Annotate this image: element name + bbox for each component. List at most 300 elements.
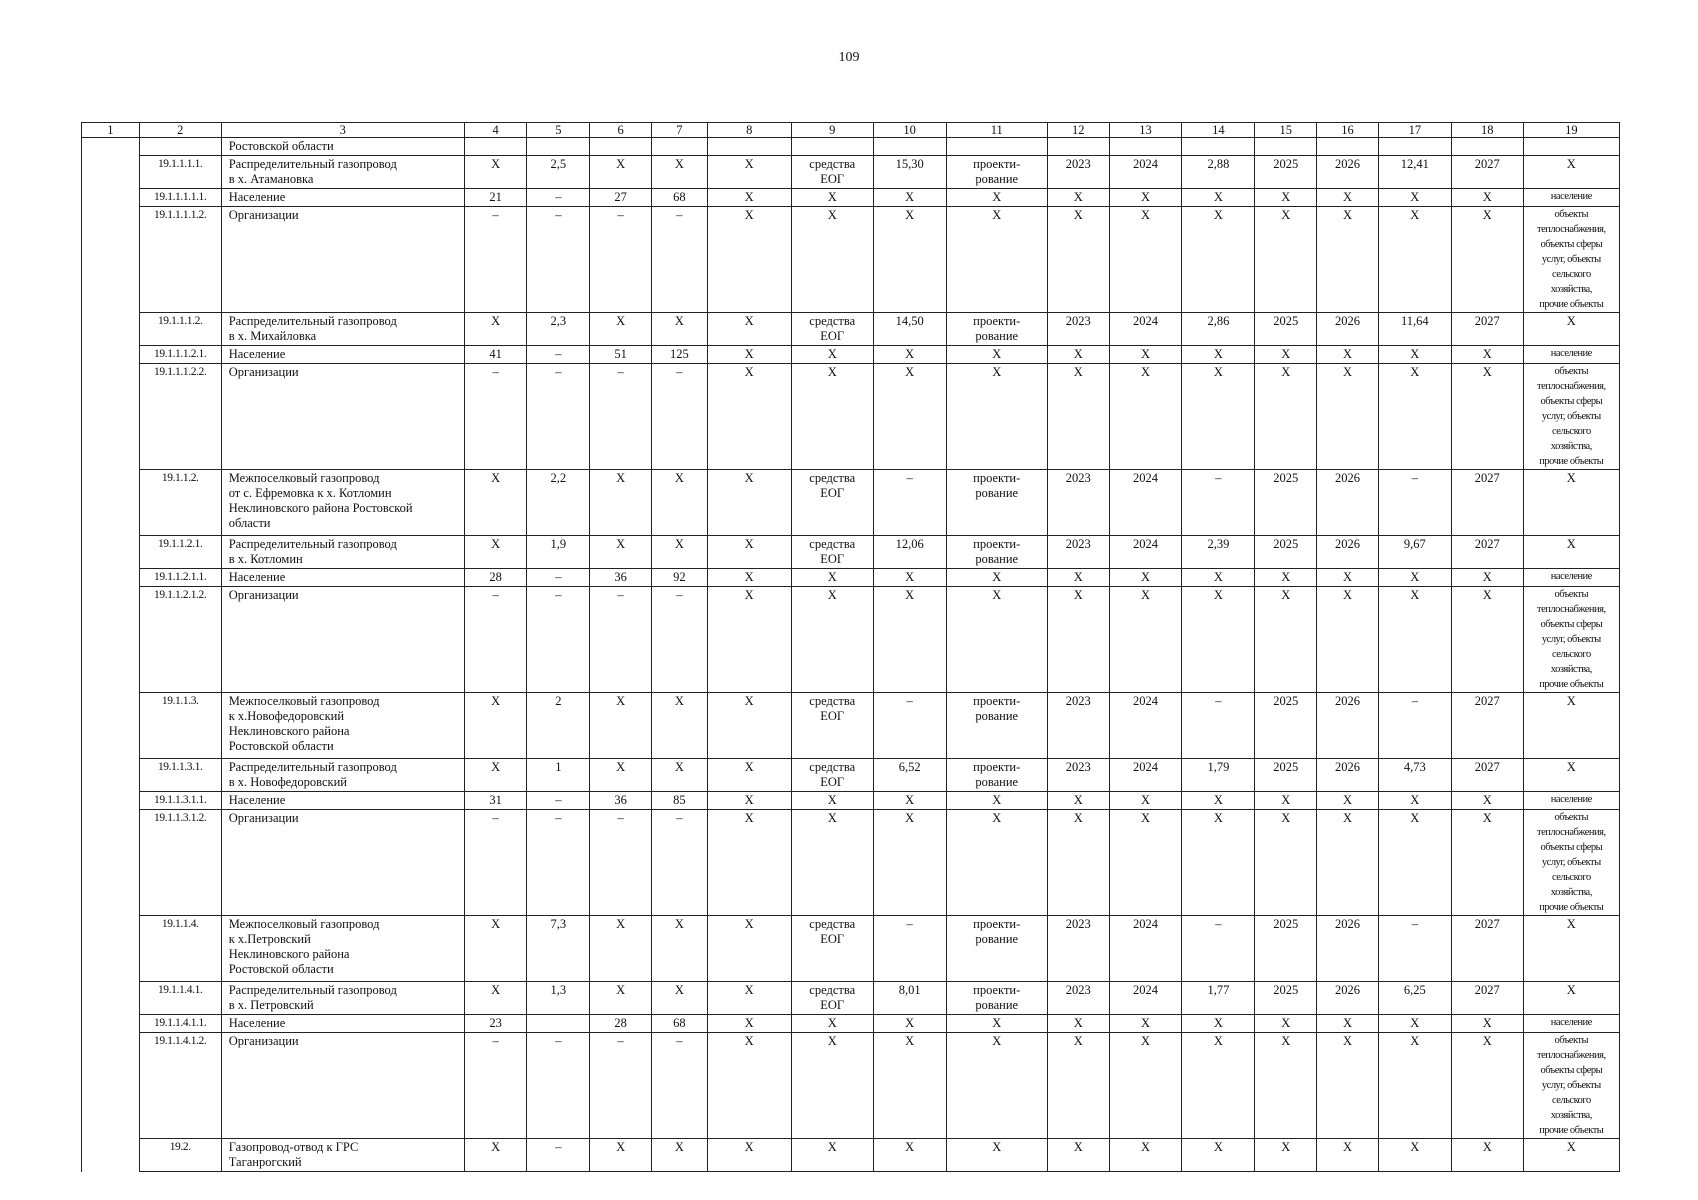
table-cell: Х [707, 792, 791, 810]
table-cell: 2026 [1317, 982, 1379, 1015]
table-cell: Х [1378, 207, 1451, 313]
table-cell: Х [590, 470, 652, 536]
table-cell: Х [791, 1015, 873, 1033]
table-cell: Х [1451, 1033, 1523, 1139]
table-cell: – [590, 810, 652, 916]
table-cell: Х [1451, 189, 1523, 207]
table-cell: – [527, 569, 590, 587]
table-cell [1317, 138, 1379, 156]
table-cell: Х [946, 1033, 1047, 1139]
item-name-cell: Население [221, 346, 464, 364]
item-number-cell: 19.1.1.3. [139, 693, 221, 759]
table-cell: Х [873, 207, 946, 313]
table-cell: Х [707, 470, 791, 536]
table-cell: 1 [527, 759, 590, 792]
table-cell: 68 [651, 1015, 707, 1033]
note-cell: объекты теплоснабжения, объекты сферы услуг, объекты сельского хозяйства, прочие объекты [1523, 587, 1619, 693]
table-cell: 11,64 [1378, 313, 1451, 346]
table-cell: Х [590, 693, 652, 759]
table-cell: 2024 [1109, 759, 1182, 792]
gas-pipeline-table [81, 122, 1620, 1172]
table-cell: Х [1378, 1139, 1451, 1172]
table-cell: Х [651, 982, 707, 1015]
table-cell [464, 138, 527, 156]
table-cell: Х [1255, 346, 1317, 364]
item-number-cell: 19.1.1.2.1.1. [139, 569, 221, 587]
table-cell: Х [1047, 364, 1109, 470]
section-cell [82, 470, 140, 536]
table-cell: 2026 [1317, 313, 1379, 346]
table-cell: Х [1451, 792, 1523, 810]
column-header-4: 4 [464, 123, 527, 138]
table-cell: Х [791, 207, 873, 313]
section-cell [82, 536, 140, 569]
column-header-12: 12 [1047, 123, 1109, 138]
column-header-5: 5 [527, 123, 590, 138]
table-cell: – [527, 207, 590, 313]
table-cell: Х [464, 759, 527, 792]
table-cell: Х [1109, 189, 1182, 207]
table-cell: Х [1451, 207, 1523, 313]
table-cell: 12,06 [873, 536, 946, 569]
table-cell: средства ЕОГ [791, 470, 873, 536]
item-number-cell: 19.1.1.1.1.2. [139, 207, 221, 313]
table-cell: Х [1047, 207, 1109, 313]
table-cell: Х [1182, 207, 1255, 313]
table-cell: 2 [527, 693, 590, 759]
table-cell: Х [946, 364, 1047, 470]
table-cell: средства ЕОГ [791, 156, 873, 189]
table-cell: Х [707, 587, 791, 693]
item-name-cell: Межпоселковый газопровод от с. Ефремовка к х. Котломин Неклиновского района Ростовской области [221, 470, 464, 536]
table-cell: 6,25 [1378, 982, 1451, 1015]
table-cell: Х [707, 313, 791, 346]
table-cell: Х [1255, 1015, 1317, 1033]
item-name-cell: Межпоселковый газопровод к х.Новофедоровский Неклиновского района Ростовской области [221, 693, 464, 759]
table-cell: 51 [590, 346, 652, 364]
table-row [82, 569, 1620, 587]
table-cell [1047, 138, 1109, 156]
table-cell: Х [1317, 1015, 1379, 1033]
note-cell: население [1523, 792, 1619, 810]
table-cell: Х [1255, 792, 1317, 810]
item-name-cell: Население [221, 1015, 464, 1033]
table-cell: Х [651, 156, 707, 189]
table-cell: – [527, 189, 590, 207]
table-cell: Х [1378, 1033, 1451, 1139]
item-name-cell: Распределительный газопровод в х. Котломин [221, 536, 464, 569]
table-cell: – [590, 1033, 652, 1139]
table-cell: Х [590, 1139, 652, 1172]
table-cell: Х [1109, 346, 1182, 364]
table-cell: 2024 [1109, 313, 1182, 346]
table-cell: Х [1182, 587, 1255, 693]
column-header-17: 17 [1378, 123, 1451, 138]
table-cell: Х [1317, 569, 1379, 587]
table-cell: Х [651, 536, 707, 569]
table-cell: Х [1451, 364, 1523, 470]
section-cell [82, 1033, 140, 1139]
table-cell [590, 138, 652, 156]
section-cell [82, 364, 140, 470]
column-header-9: 9 [791, 123, 873, 138]
note-cell: Х [1523, 470, 1619, 536]
table-cell: Х [464, 470, 527, 536]
table-cell: 2024 [1109, 536, 1182, 569]
note-cell: Х [1523, 982, 1619, 1015]
table-cell: 1,77 [1182, 982, 1255, 1015]
table-cell: 7,3 [527, 916, 590, 982]
table-cell: 2025 [1255, 156, 1317, 189]
table-cell: Х [464, 982, 527, 1015]
table-cell: Х [464, 693, 527, 759]
table-cell: – [527, 364, 590, 470]
table-row [82, 982, 1620, 1015]
table-cell: Х [1047, 1033, 1109, 1139]
section-cell [82, 313, 140, 346]
section-cell [82, 810, 140, 916]
table-cell: 2027 [1451, 759, 1523, 792]
table-cell: Х [873, 189, 946, 207]
table-cell: – [651, 207, 707, 313]
column-header-18: 18 [1451, 123, 1523, 138]
note-cell: объекты теплоснабжения, объекты сферы услуг, объекты сельского хозяйства, прочие объекты [1523, 810, 1619, 916]
table-row [82, 346, 1620, 364]
note-cell: объекты теплоснабжения, объекты сферы услуг, объекты сельского хозяйства, прочие объекты [1523, 207, 1619, 313]
item-name-cell: Организации [221, 810, 464, 916]
table-cell: Х [1378, 810, 1451, 916]
table-cell: Х [1255, 587, 1317, 693]
table-cell: проекти- рование [946, 470, 1047, 536]
column-header-16: 16 [1317, 123, 1379, 138]
table-cell: Х [946, 587, 1047, 693]
table-cell: Х [1378, 189, 1451, 207]
table-cell: Х [791, 569, 873, 587]
table-cell: Х [590, 916, 652, 982]
table-cell: Х [1317, 364, 1379, 470]
table-cell: Х [873, 587, 946, 693]
table-cell: 2026 [1317, 536, 1379, 569]
item-number-cell: 19.1.1.3.1.2. [139, 810, 221, 916]
table-row [82, 138, 1620, 156]
table-cell: Х [590, 759, 652, 792]
table-cell: Х [1451, 346, 1523, 364]
table-cell: Х [1378, 346, 1451, 364]
column-header-19: 19 [1523, 123, 1619, 138]
table-row [82, 587, 1620, 693]
table-cell: Х [707, 693, 791, 759]
table-cell: Х [707, 156, 791, 189]
table-cell: Х [651, 759, 707, 792]
section-cell [82, 207, 140, 313]
table-cell: Х [873, 810, 946, 916]
table-cell: проекти- рование [946, 693, 1047, 759]
table-cell: – [651, 810, 707, 916]
table-cell [527, 1015, 590, 1033]
item-number-cell: 19.2. [139, 1139, 221, 1172]
column-header-13: 13 [1109, 123, 1182, 138]
table-cell: 125 [651, 346, 707, 364]
table-cell [707, 138, 791, 156]
table-cell: Х [707, 346, 791, 364]
item-name-cell: Население [221, 189, 464, 207]
table-cell: 6,52 [873, 759, 946, 792]
table-cell: Х [707, 1139, 791, 1172]
table-cell: Х [1047, 1015, 1109, 1033]
table-cell: Х [1255, 1033, 1317, 1139]
item-name-cell: Население [221, 569, 464, 587]
table-cell: – [464, 810, 527, 916]
table-row [82, 189, 1620, 207]
section-cell [82, 189, 140, 207]
table-cell: – [590, 364, 652, 470]
table-cell: Х [590, 156, 652, 189]
table-cell: Х [651, 1139, 707, 1172]
table-cell: Х [1317, 1033, 1379, 1139]
table-cell: Х [1317, 207, 1379, 313]
table-cell: 23 [464, 1015, 527, 1033]
table-cell: Х [651, 313, 707, 346]
table-cell: Х [1378, 1015, 1451, 1033]
table-cell: Х [791, 189, 873, 207]
table-cell: 2,5 [527, 156, 590, 189]
table-cell: Х [464, 156, 527, 189]
table-row [82, 207, 1620, 313]
table-cell: Х [946, 569, 1047, 587]
table-cell: 31 [464, 792, 527, 810]
table-cell: Х [1182, 810, 1255, 916]
table-cell: Х [946, 189, 1047, 207]
table-cell: Х [1047, 587, 1109, 693]
section-cell [82, 1015, 140, 1033]
table-cell: 27 [590, 189, 652, 207]
table-cell: Х [1182, 1033, 1255, 1139]
item-number-cell: 19.1.1.1.2.2. [139, 364, 221, 470]
table-cell: Х [1317, 587, 1379, 693]
table-cell: – [527, 1033, 590, 1139]
table-cell: Х [1378, 587, 1451, 693]
table-cell: Х [1109, 810, 1182, 916]
column-header-8: 8 [707, 123, 791, 138]
table-cell: Х [1047, 569, 1109, 587]
section-cell [82, 138, 140, 156]
table-cell: Х [873, 1139, 946, 1172]
table-cell: 2025 [1255, 313, 1317, 346]
table-cell: Х [791, 1139, 873, 1172]
table-cell: 2026 [1317, 693, 1379, 759]
section-cell [82, 759, 140, 792]
table-cell: Х [1255, 364, 1317, 470]
table-cell: 2023 [1047, 982, 1109, 1015]
table-cell: – [464, 1033, 527, 1139]
table-cell: 4,73 [1378, 759, 1451, 792]
note-cell: население [1523, 346, 1619, 364]
table-cell: Х [1109, 587, 1182, 693]
table-cell: Х [707, 536, 791, 569]
column-header-3: 3 [221, 123, 464, 138]
item-number-cell: 19.1.1.2.1.2. [139, 587, 221, 693]
table-cell: Х [1317, 1139, 1379, 1172]
table-cell: 1,79 [1182, 759, 1255, 792]
item-number-cell: 19.1.1.1.2.1. [139, 346, 221, 364]
table-cell: Х [707, 569, 791, 587]
table-cell: Х [464, 916, 527, 982]
note-cell: население [1523, 1015, 1619, 1033]
table-cell: Х [590, 982, 652, 1015]
table-cell: Х [464, 1139, 527, 1172]
table-cell: Х [873, 569, 946, 587]
item-name-cell: Организации [221, 207, 464, 313]
table-cell: Х [1109, 792, 1182, 810]
table-cell: – [527, 792, 590, 810]
table-cell: 2027 [1451, 693, 1523, 759]
table-cell: Х [707, 1033, 791, 1139]
table-cell: 68 [651, 189, 707, 207]
table-cell: Х [1255, 189, 1317, 207]
table-cell: Х [1378, 792, 1451, 810]
note-cell [1523, 138, 1619, 156]
table-cell: 92 [651, 569, 707, 587]
item-name-cell: Распределительный газопровод в х. Новофедоровский [221, 759, 464, 792]
table-cell: Х [873, 1015, 946, 1033]
note-cell: Х [1523, 156, 1619, 189]
table-cell: Х [1451, 587, 1523, 693]
item-number-cell: 19.1.1.3.1.1. [139, 792, 221, 810]
item-number-cell: 19.1.1.4.1.1. [139, 1015, 221, 1033]
table-cell: Х [590, 313, 652, 346]
column-header-15: 15 [1255, 123, 1317, 138]
item-number-cell: 19.1.1.1.1.1. [139, 189, 221, 207]
item-name-cell: Распределительный газопровод в х. Михайловка [221, 313, 464, 346]
table-cell: 2023 [1047, 916, 1109, 982]
table-cell: 2025 [1255, 759, 1317, 792]
table-cell: 2024 [1109, 693, 1182, 759]
item-name-cell: Газопровод-отвод к ГРС Таганрогский [221, 1139, 464, 1172]
table-cell: 2026 [1317, 156, 1379, 189]
table-cell: Х [791, 792, 873, 810]
table-cell: Х [1109, 1015, 1182, 1033]
table-cell: 2027 [1451, 156, 1523, 189]
table-cell [791, 138, 873, 156]
note-cell: Х [1523, 693, 1619, 759]
table-row [82, 1033, 1620, 1139]
item-number-cell [139, 138, 221, 156]
table-cell: проекти- рование [946, 313, 1047, 346]
item-name-cell: Распределительный газопровод в х. Петровский [221, 982, 464, 1015]
table-cell: 2,39 [1182, 536, 1255, 569]
table-cell [527, 138, 590, 156]
table-cell: – [873, 470, 946, 536]
table-cell [1182, 138, 1255, 156]
note-cell: население [1523, 189, 1619, 207]
table-cell: Х [707, 207, 791, 313]
table-row [82, 470, 1620, 536]
table-cell: средства ЕОГ [791, 693, 873, 759]
table-cell: – [527, 587, 590, 693]
table-cell: Х [1451, 1015, 1523, 1033]
table-cell: 2023 [1047, 470, 1109, 536]
table-cell: – [651, 1033, 707, 1139]
table-cell: Х [707, 1015, 791, 1033]
table-cell: 2024 [1109, 916, 1182, 982]
table-cell: Х [464, 313, 527, 346]
table-row [82, 1139, 1620, 1172]
table-cell: 2,3 [527, 313, 590, 346]
table-cell: – [464, 587, 527, 693]
column-header-14: 14 [1182, 123, 1255, 138]
table-cell: 28 [590, 1015, 652, 1033]
item-number-cell: 19.1.1.4. [139, 916, 221, 982]
table-cell: Х [707, 759, 791, 792]
table-cell: средства ЕОГ [791, 916, 873, 982]
table-cell: 2025 [1255, 982, 1317, 1015]
table-cell [1451, 138, 1523, 156]
table-cell: Х [1451, 569, 1523, 587]
table-cell: Х [873, 792, 946, 810]
table-cell: проекти- рование [946, 536, 1047, 569]
table-cell: Х [1182, 189, 1255, 207]
note-cell: объекты теплоснабжения, объекты сферы услуг, объекты сельского хозяйства, прочие объекты [1523, 1033, 1619, 1139]
table-cell: Х [1255, 810, 1317, 916]
note-cell: объекты теплоснабжения, объекты сферы услуг, объекты сельского хозяйства, прочие объекты [1523, 364, 1619, 470]
note-cell: Х [1523, 759, 1619, 792]
table-cell: Х [1378, 569, 1451, 587]
table-row [82, 916, 1620, 982]
table-cell: Х [707, 810, 791, 916]
table-cell: Х [1109, 569, 1182, 587]
table-cell: Х [946, 207, 1047, 313]
table-row [82, 693, 1620, 759]
table-cell: Х [464, 536, 527, 569]
column-header-11: 11 [946, 123, 1047, 138]
table-cell: – [590, 587, 652, 693]
item-name-cell: Организации [221, 587, 464, 693]
column-header-10: 10 [873, 123, 946, 138]
table-cell: Х [1109, 207, 1182, 313]
table-cell [946, 138, 1047, 156]
table-cell: Х [1182, 1139, 1255, 1172]
table-cell: Х [651, 916, 707, 982]
table-row [82, 792, 1620, 810]
table-cell: – [873, 693, 946, 759]
table-cell: Х [1182, 569, 1255, 587]
item-name-cell: Ростовской области [221, 138, 464, 156]
item-number-cell: 19.1.1.2. [139, 470, 221, 536]
table-cell: Х [1317, 792, 1379, 810]
item-number-cell: 19.1.1.4.1. [139, 982, 221, 1015]
table-cell: проекти- рование [946, 759, 1047, 792]
table-cell: Х [791, 587, 873, 693]
item-number-cell: 19.1.1.1.1. [139, 156, 221, 189]
table-cell: Х [946, 792, 1047, 810]
table-cell: 1,9 [527, 536, 590, 569]
table-cell: Х [707, 189, 791, 207]
table-row [82, 810, 1620, 916]
table-cell: 8,01 [873, 982, 946, 1015]
table-cell: Х [1047, 792, 1109, 810]
table-cell: 36 [590, 792, 652, 810]
table-cell: Х [791, 1033, 873, 1139]
item-number-cell: 19.1.1.3.1. [139, 759, 221, 792]
table-cell: Х [707, 916, 791, 982]
table-cell: средства ЕОГ [791, 982, 873, 1015]
table-cell: проекти- рование [946, 156, 1047, 189]
table-cell: Х [873, 346, 946, 364]
table-cell: Х [1182, 364, 1255, 470]
header-row [82, 123, 1620, 138]
table-cell: Х [1109, 1033, 1182, 1139]
table-cell: средства ЕОГ [791, 536, 873, 569]
